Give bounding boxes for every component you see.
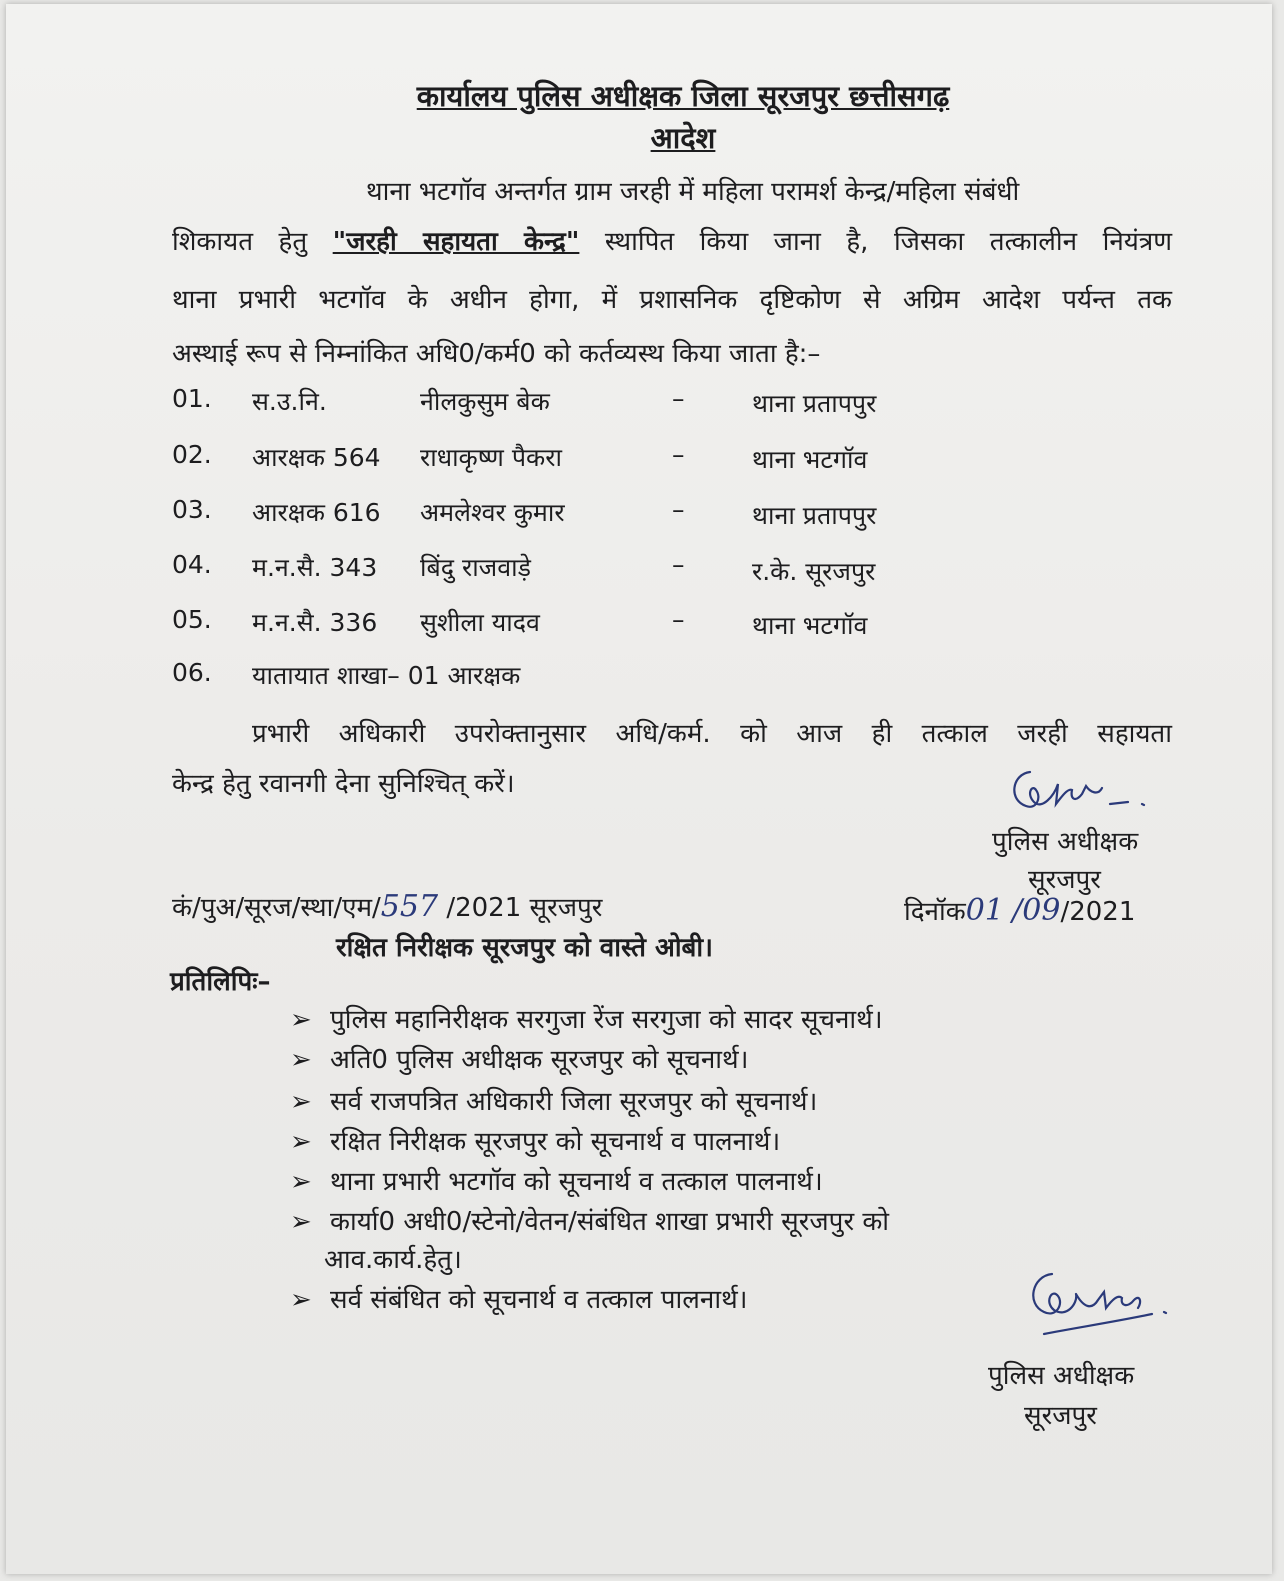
staff-name: नीलकुसुम बेक [420, 387, 550, 416]
reference-line [172, 888, 602, 924]
staff-name: अमलेश्वर कुमार [420, 498, 565, 527]
staff-name: बिंदु राजवाड़े [420, 553, 531, 582]
arrow-bullet-icon: ➢ [290, 1285, 312, 1315]
staff-place: थाना प्रतापपुर [752, 389, 877, 418]
copy-to-item-text: सर्व राजपत्रित अधिकारी जिला सूरजपुर को सूचनार्थ। [330, 1087, 818, 1117]
staff-no: 03. [172, 495, 212, 524]
arrow-bullet-icon: ➢ [290, 1087, 312, 1117]
staff-name: राधाकृष्ण पैकरा [420, 443, 562, 472]
copy-to-item [290, 1162, 823, 1198]
traffic-branch-line: यातायात शाखा– 01 आरक्षक [252, 661, 521, 690]
staff-rank: म.न.सै. 336 [252, 608, 378, 637]
staff-no: 06. [172, 658, 212, 687]
signature-2-place: सूरजपुर [1024, 1401, 1097, 1431]
copy-to-item-text: अति0 पुलिस अधीक्षक सूरजपुर को सूचनार्थ। [330, 1045, 749, 1075]
instruction-line-2: केन्द्र हेतु रवानगी देना सुनिश्चित् करें। [172, 769, 515, 799]
staff-no: 01. [172, 384, 212, 413]
staff-no: 02. [172, 440, 212, 469]
arrow-bullet-icon: ➢ [290, 1167, 312, 1197]
copy-to-item [290, 1082, 817, 1118]
staff-no: 05. [172, 605, 212, 634]
date-label: दिनॉक [904, 897, 966, 927]
staff-dash: – [672, 550, 685, 579]
copy-to-item-text: रक्षित निरीक्षक सूरजपुर को सूचनार्थ व पालनार्थ। [330, 1127, 781, 1157]
body-line-2 [172, 222, 1172, 258]
copy-to-item-text: पुलिस महानिरीक्षक सरगुजा रेंज सरगुजा को सादर सूचनार्थ। [330, 1005, 883, 1035]
staff-rank: आरक्षक 616 [252, 498, 381, 527]
staff-dash: – [672, 440, 685, 469]
reference-suffix: /2021 सूरजपुर [446, 893, 603, 923]
staff-place: र.के. सूरजपुर [752, 557, 876, 586]
signature-1-title: पुलिस अधीक्षक [992, 827, 1139, 857]
body-line-1: थाना भटगॉव अन्तर्गत ग्राम जरही में महिला परामर्श केन्द्र/महिला संबंधी [366, 177, 1020, 207]
signature-mark-2 [1014, 1264, 1184, 1354]
copy-to-item [290, 1000, 883, 1036]
reference-number: 557 [380, 889, 439, 924]
copy-to-item-text: सर्व संबंधित को सूचनार्थ व तत्काल पालनार्थ। [330, 1285, 748, 1315]
date-day: 01 [965, 893, 1004, 928]
copy-to-item-continuation: आव.कार्य.हेतु। [324, 1245, 462, 1275]
reference-prefix: कं/पुअ/सूरज/स्था/एम/ [172, 893, 381, 923]
doc-type-heading: आदेश [650, 121, 716, 155]
instruction-line-1: प्रभारी अधिकारी उपरोक्तानुसार अधि/कर्म. को आज ही तत्काल जरही सहायता [252, 719, 1172, 749]
signature-1-place: सूरजपुर [1028, 865, 1101, 895]
copy-to-item [290, 1202, 889, 1238]
arrow-bullet-icon: ➢ [290, 1207, 312, 1237]
staff-rank: आरक्षक 564 [252, 443, 381, 472]
staff-dash: – [672, 384, 685, 413]
document-page [6, 4, 1272, 1574]
staff-place: थाना भटगॉव [752, 445, 868, 474]
forward-line: रक्षित निरीक्षक सूरजपुर को वास्ते ओबी। [336, 933, 713, 963]
staff-rank: स.उ.नि. [252, 387, 327, 416]
copy-to-item-text: थाना प्रभारी भटगॉव को सूचनार्थ व तत्काल पालनार्थ। [330, 1167, 823, 1197]
arrow-bullet-icon: ➢ [290, 1045, 312, 1075]
copy-to-item [290, 1040, 749, 1076]
staff-no: 04. [172, 550, 212, 579]
body-line-4: अस्थाई रूप से निम्नांकित अधि0/कर्म0 को कर्तव्यस्थ किया जाता है:– [172, 339, 821, 369]
staff-rank: म.न.सै. 343 [252, 553, 378, 582]
arrow-bullet-icon: ➢ [290, 1127, 312, 1157]
date-month: 09 [1022, 893, 1061, 928]
date-sep: / [1012, 893, 1023, 928]
copy-to-label: प्रतिलिपिः– [170, 967, 271, 997]
signature-mark-1 [1002, 760, 1152, 830]
signature-2-title: पुलिस अधीक्षक [988, 1361, 1135, 1391]
staff-dash: – [672, 495, 685, 524]
staff-place: थाना भटगॉव [752, 611, 868, 640]
arrow-bullet-icon: ➢ [290, 1005, 312, 1035]
copy-to-item [290, 1122, 780, 1158]
body-line-2-post: स्थापित किया जाना है, जिसका तत्कालीन नियंत्रण [604, 227, 1172, 257]
copy-to-item [290, 1280, 748, 1316]
center-name: "जरही सहायता केन्द्र" [332, 227, 580, 257]
staff-place: थाना प्रतापपुर [752, 501, 877, 530]
staff-name: सुशीला यादव [420, 608, 540, 637]
copy-to-item-text: कार्या0 अधी0/स्टेनो/वेतन/संबंधित शाखा प्रभारी सूरजपुर को [330, 1207, 890, 1237]
body-line-3: थाना प्रभारी भटगॉव के अधीन होगा, में प्रशासनिक दृष्टिकोण से अग्रिम आदेश पर्यन्त तक [172, 285, 1172, 315]
body-line-2-pre: शिकायत हेतु [172, 227, 308, 257]
staff-dash: – [672, 605, 685, 634]
date-year: /2021 [1060, 897, 1136, 927]
date-line [904, 892, 1135, 928]
office-title: कार्यालय पुलिस अधीक्षक जिला सूरजपुर छत्तीसगढ़ [416, 79, 950, 113]
